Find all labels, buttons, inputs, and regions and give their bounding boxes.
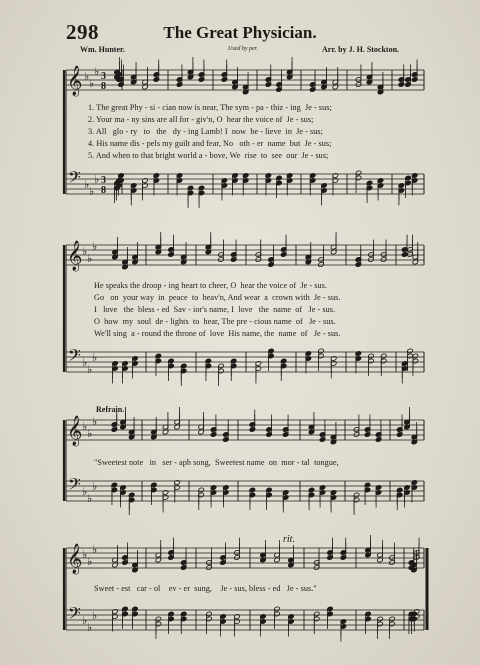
treble-clef: 𝄞 xyxy=(67,66,83,96)
flat-sign: ♭ xyxy=(92,351,98,364)
flat-sign: ♭ xyxy=(87,555,93,568)
verse-line-5: 5. And when to that bright world a - bove, We rise to see our Je - sus; xyxy=(88,151,329,160)
refrain-label: Refrain. xyxy=(96,405,125,414)
time-signature-digit: 3 xyxy=(101,71,106,82)
flat-sign: ♭ xyxy=(92,480,98,493)
treble-clef: 𝄞 xyxy=(67,416,83,446)
flat-sign: ♭ xyxy=(82,245,88,258)
verse-line-2-cont: Go on your way in peace to heav'n, And wear a crown with Je - sus. xyxy=(94,293,341,302)
flat-sign: ♭ xyxy=(84,70,90,83)
time-signature-digit: 3 xyxy=(101,175,106,186)
hymn-number: 298 xyxy=(66,20,99,44)
flat-sign: ♭ xyxy=(82,548,88,561)
permission-note: Used by per. xyxy=(228,46,258,52)
flat-sign: ♭ xyxy=(87,363,93,376)
verse-line-3-cont: I love the bless - ed Sav - ior's name, I love the name of Je - sus. xyxy=(94,305,336,314)
arranger-credit: Arr. by J. H. Stockton. xyxy=(322,45,400,54)
flat-sign: ♭ xyxy=(92,240,98,253)
verse-line-1-cont: He speaks the droop - ing heart to cheer, O hear the voice of Je - sus. xyxy=(94,281,327,290)
flat-sign: ♭ xyxy=(87,492,93,505)
refrain-lyric-line-2: Sweet - est car - ol ev - er sung, Je - sus, bless - ed Je - sus." xyxy=(94,584,317,593)
hymn-title: The Great Physician. xyxy=(163,23,317,42)
time-signature-digit: 8 xyxy=(101,81,106,92)
flat-sign: ♭ xyxy=(94,65,100,78)
verse-line-3: 3. All glo - ry to the dy - ing Lamb! I now be - lieve in Je - sus; xyxy=(88,127,323,136)
verse-line-1: 1. The great Phy - si - cian now is near, The sym - pa - thiz - ing Je - sus; xyxy=(88,103,332,112)
verse-line-4: 4. His name dis - pels my guilt and fear, No oth - er name but Je - sus; xyxy=(88,139,332,148)
lyricist-credit: Wm. Hunter. xyxy=(80,45,125,54)
verse-line-2: 2. Your ma - ny sins are all for - giv'n, O hear the voice of Je - sus; xyxy=(88,115,314,124)
bass-clef: 𝄢 xyxy=(68,167,81,191)
flat-sign: ♭ xyxy=(87,621,93,634)
flat-sign: ♭ xyxy=(82,485,88,498)
flat-sign: ♭ xyxy=(92,609,98,622)
flat-sign: ♭ xyxy=(87,252,93,265)
bass-clef: 𝄢 xyxy=(68,603,81,627)
flat-sign: ♭ xyxy=(92,543,98,556)
bass-clef: 𝄢 xyxy=(68,474,81,498)
flat-sign: ♭ xyxy=(89,185,95,198)
flat-sign: ♭ xyxy=(82,356,88,369)
verse-line-5-cont: We'll sing a - round the throne of love His name, the name of Je - sus. xyxy=(94,329,341,338)
flat-sign: ♭ xyxy=(92,415,98,428)
treble-clef: 𝄞 xyxy=(67,544,83,574)
verse-line-4-cont: O how my soul de - lights to hear, The pre - cious name of Je - sus. xyxy=(94,317,336,326)
ritardando-mark: rit. xyxy=(283,534,295,545)
flat-sign: ♭ xyxy=(87,427,93,440)
flat-sign: ♭ xyxy=(82,420,88,433)
flat-sign: ♭ xyxy=(82,614,88,627)
flat-sign: ♭ xyxy=(89,77,95,90)
bass-clef: 𝄢 xyxy=(68,345,81,369)
flat-sign: ♭ xyxy=(84,178,90,191)
time-signature-digit: 8 xyxy=(101,185,106,196)
refrain-lyric-line-1: "Sweetest note in ser - aph song, Sweetest name on mor - tal tongue, xyxy=(94,458,339,467)
flat-sign: ♭ xyxy=(94,173,100,186)
treble-clef: 𝄞 xyxy=(67,241,83,271)
